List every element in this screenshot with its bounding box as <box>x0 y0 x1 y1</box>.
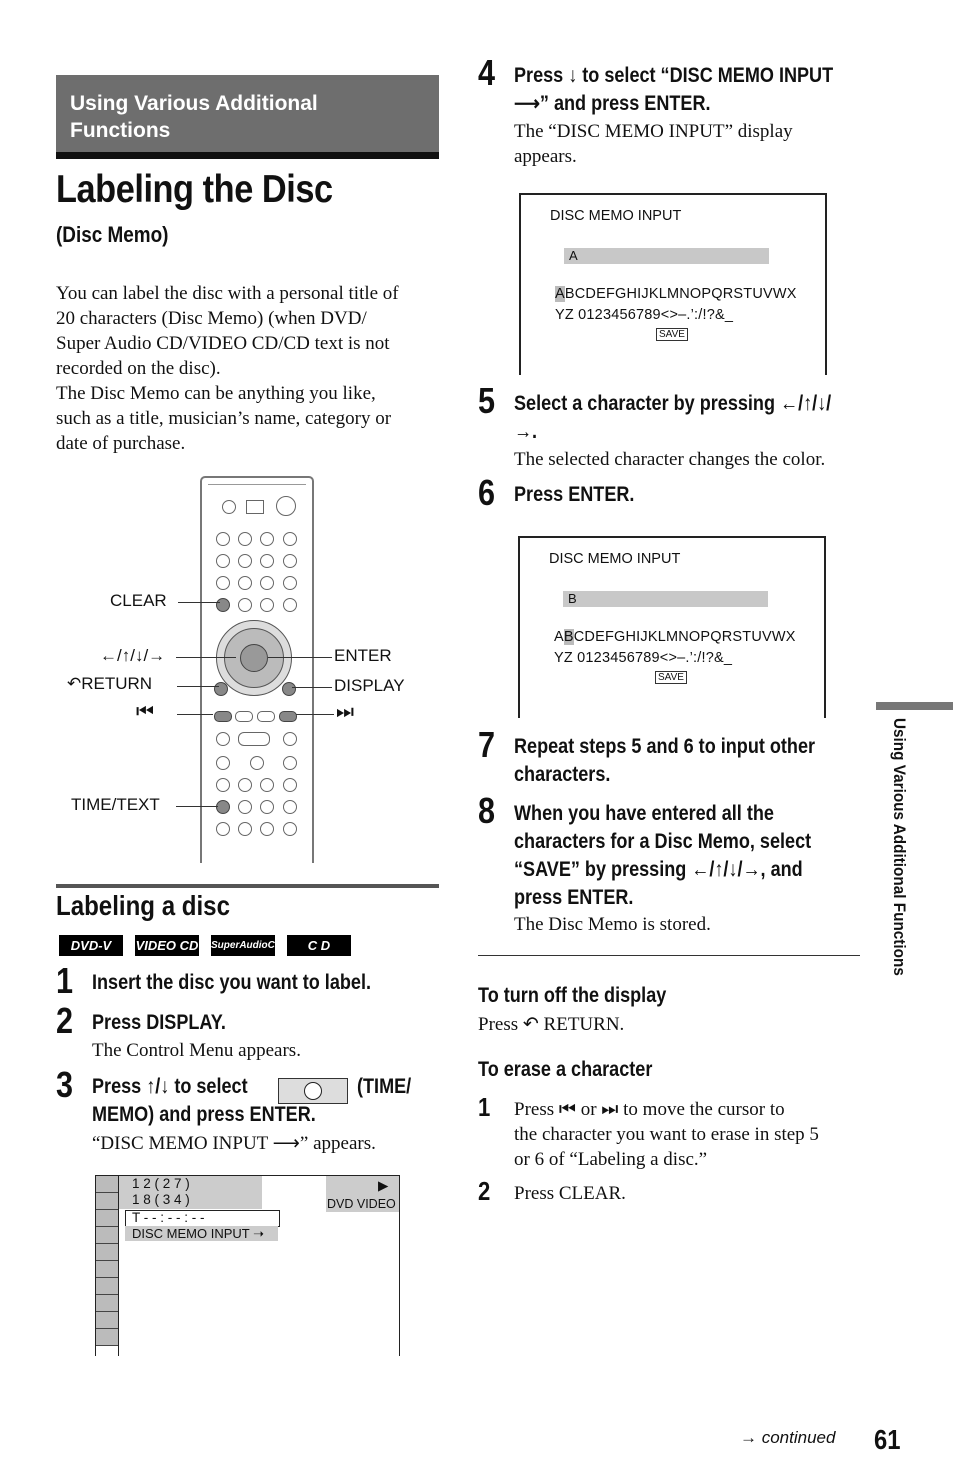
turn-off-heading: To turn off the display <box>478 984 667 1007</box>
step-number: 5 <box>478 380 496 421</box>
step-text: Press DISPLAY. <box>92 1011 226 1034</box>
erase-step-text: Press CLEAR. <box>514 1183 626 1204</box>
step-text-line: →. <box>514 420 538 443</box>
control-menu-screen <box>95 1175 400 1356</box>
callout-prev-icon: ⏮ <box>136 701 154 723</box>
erase-step-text <box>514 1097 819 1172</box>
badge-video-cd: VIDEO CD <box>135 935 199 956</box>
return-button <box>214 682 228 696</box>
step-text-line: Press ↓ to select “DISC MEMO INPUT <box>514 64 834 87</box>
memo-field: A <box>564 248 769 264</box>
badge-super-audio-cd: SuperAudioCD <box>211 935 275 956</box>
callout-arrows: ←/↑/↓/→ <box>100 646 166 665</box>
time-text-button <box>216 800 230 814</box>
selected-char: A <box>555 286 565 302</box>
play-icon: ▶ <box>378 1178 389 1193</box>
remote-button <box>246 500 264 514</box>
callout-next-icon: ⏭ <box>336 701 354 723</box>
step-text-line: press ENTER. <box>514 886 634 909</box>
step-number: 2 <box>478 1176 491 1206</box>
callout-enter: ENTER <box>334 646 392 665</box>
display-button <box>282 682 296 696</box>
clear-button <box>216 598 230 612</box>
section-banner-text: Using Various Additional Functions <box>70 92 318 142</box>
disc-type: DVD VIDEO <box>327 1197 396 1211</box>
step-number: 1 <box>56 960 74 1001</box>
time-line: T - - : - - : - - <box>132 1210 205 1225</box>
disc-memo-screen-a <box>519 193 827 375</box>
intro-line: such as a title, musician’s name, category or <box>56 408 392 429</box>
step-number: 8 <box>478 790 496 831</box>
intro-line: recorded on the disc). <box>56 358 221 379</box>
char-grid-row1 <box>554 627 796 648</box>
memo-field: B <box>563 591 768 607</box>
section-rule <box>56 884 439 888</box>
save-button: SAVE <box>655 671 687 684</box>
char-grid-row2: YZ 0123456789<>–.’:/!?&_ <box>554 650 733 666</box>
step-text <box>514 800 811 912</box>
step-number: 3 <box>56 1064 74 1105</box>
intro-line: The Disc Memo can be anything you like, <box>56 383 376 404</box>
step-text-line: Select a character by pressing ←/↑/↓/ <box>514 392 832 415</box>
labeling-heading: Labeling a disc <box>56 890 230 921</box>
step-text: (TIME/ <box>357 1075 412 1098</box>
step-text <box>514 390 831 446</box>
badge-cd: C D <box>287 935 351 956</box>
page-title: Labeling the Disc <box>56 168 333 211</box>
track-line: 1 8 ( 3 4 ) <box>132 1192 190 1207</box>
disc-memo-screen-b <box>518 536 826 718</box>
note-line: Press ⏮ or ⏭ to move the cursor to <box>514 1099 785 1120</box>
note-line: the character you want to erase in step 5 <box>514 1124 819 1145</box>
intro-paragraph <box>56 281 440 456</box>
step-text: MEMO) and press ENTER. <box>92 1103 316 1126</box>
step-text: Press ↑/↓ to select <box>92 1075 248 1098</box>
intro-line: 20 characters (Disc Memo) (when DVD/ <box>56 308 367 329</box>
divider <box>478 955 860 956</box>
power-button <box>276 496 296 516</box>
step-text: Insert the disc you want to label. <box>92 971 371 994</box>
step-number: 1 <box>478 1092 491 1122</box>
banner-rule <box>56 152 439 159</box>
char-grid-row2: YZ 0123456789<>–.’:/!?&_ <box>555 307 734 323</box>
screen-title: DISC MEMO INPUT <box>549 551 681 567</box>
intro-line: Super Audio CD/VIDEO CD/CD text is not <box>56 333 390 354</box>
step-note: The selected character changes the color. <box>514 449 826 470</box>
note-line: The “DISC MEMO INPUT” display <box>514 121 793 142</box>
step-text-line: “SAVE” by pressing ←/↑/↓/→, and <box>514 858 803 881</box>
step-text <box>514 62 833 118</box>
callout-display: DISPLAY <box>334 676 405 695</box>
page-number: 61 <box>874 1424 901 1455</box>
step-number: 2 <box>56 1000 74 1041</box>
step-text-line: characters for a Disc Memo, select <box>514 830 812 853</box>
save-button: SAVE <box>656 328 688 341</box>
prev-button <box>214 711 232 722</box>
callout-time-text: TIME/TEXT <box>71 795 160 814</box>
step-note: The Disc Memo is stored. <box>514 914 711 935</box>
page-subtitle: (Disc Memo) <box>56 222 169 247</box>
step-text-line: Repeat steps 5 and 6 to input other <box>514 735 816 758</box>
next-button <box>279 711 297 722</box>
badge-dvd-v: DVD-V <box>59 935 123 956</box>
step-text-line: characters. <box>514 763 611 786</box>
note-line: appears. <box>514 146 577 167</box>
callout-return: ↶RETURN <box>67 674 153 693</box>
char-row-text: CDEFGHIJKLMNOPQRSTUVWX <box>573 629 796 645</box>
chapter-line: 1 2 ( 2 7 ) <box>132 1176 190 1191</box>
remote-button <box>222 500 236 514</box>
step-number: 6 <box>478 472 496 513</box>
intro-line: date of purchase. <box>56 433 186 454</box>
step-text <box>514 733 815 789</box>
disc-memo-input-item: DISC MEMO INPUT ➝ <box>132 1226 264 1241</box>
side-tab-bar <box>876 702 953 710</box>
continued-note: → continued <box>740 1428 836 1447</box>
step-note: The Control Menu appears. <box>92 1040 301 1061</box>
screen-title: DISC MEMO INPUT <box>550 208 682 224</box>
char-grid-row1 <box>555 284 797 305</box>
section-banner <box>56 75 439 152</box>
step-note <box>514 119 793 169</box>
remote-control-illustration <box>200 476 314 863</box>
selected-char: B <box>563 629 574 645</box>
char-row-text: BCDEFGHIJKLMNOPQRSTUVWX <box>564 286 797 302</box>
step-text: Press ENTER. <box>514 483 635 506</box>
enter-button <box>240 644 268 672</box>
callout-clear: CLEAR <box>110 591 167 610</box>
turn-off-text: Press ↶ RETURN. <box>478 1014 625 1035</box>
note-line: or 6 of “Labeling a disc.” <box>514 1149 708 1170</box>
side-tab-text: Using Various Additional Functions <box>890 718 909 976</box>
step-number: 7 <box>478 724 496 765</box>
step-text-line: When you have entered all the <box>514 802 774 825</box>
step-note: “DISC MEMO INPUT ⟶” appears. <box>92 1133 376 1154</box>
intro-line: You can label the disc with a personal title of <box>56 283 399 304</box>
char-row-text: A <box>554 629 564 645</box>
step-number: 4 <box>478 52 496 93</box>
erase-heading: To erase a character <box>478 1058 653 1081</box>
step-text-line: ⟶” and press ENTER. <box>514 92 711 115</box>
